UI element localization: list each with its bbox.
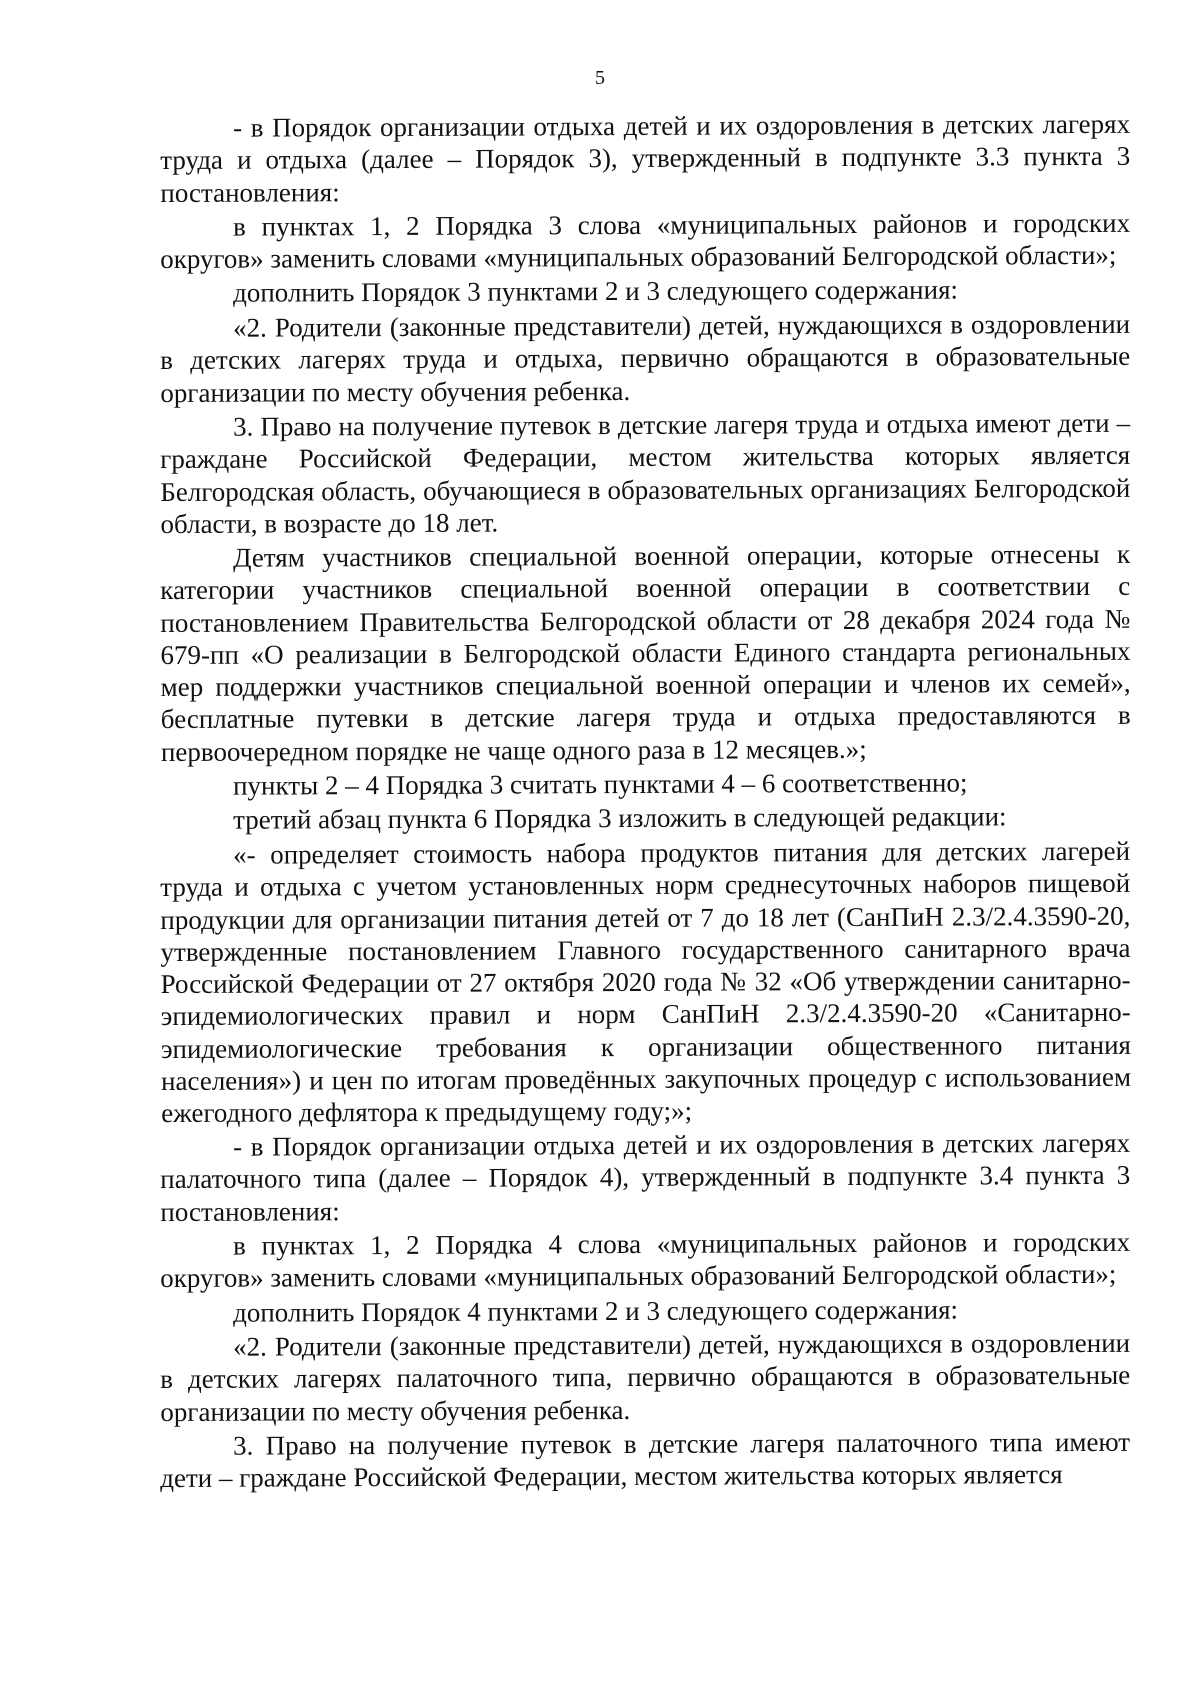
page-number: 5 [595, 67, 605, 89]
paragraph-order-3-renumber: пункты 2 – 4 Порядка 3 считать пунктами 4 – 6 соответственно; [233, 767, 968, 801]
paragraph-order-4-item-2: «2. Родители (законные представители) детей, нуждающихся в оздоровлении в детских лагерях палаточного типа, первично обращаются в образовательные организации по месту обучения ребенка. [160, 1327, 1131, 1427]
paragraph-order-3-item-2: «2. Родители (законные представители) детей, нуждающихся в оздоровлении в детских лагерях труда и отдыха, первично обращаются в образовательные организации по месту обучения ребенка. [160, 308, 1131, 408]
document-body [160, 108, 1132, 1496]
paragraph-order-4-intro: - в Порядок организации отдыха детей и их оздоровления в детских лагерях палаточного типа (далее – Порядок 4), утвержденный в подпункте 3.4 пункта 3 постановления: [160, 1127, 1131, 1227]
paragraph-order-3-cost-definition: «- определяет стоимость набора продуктов питания для детских лагерей труда и отдыха с учетом установленных норм среднесуточных наборов пищевой продукции для организации питания детей от 7 до 18 лет (СанПиН 2.3/2.4.3590-20, утвержденные постановлением Главного государственного санитарного врача Российской Федерации от 27 октября 2020 года № 32 «Об утверждении санитарно-эпидемиологических правил и норм СанПиН 2.3/2.4.3590-20 «Санитарно-эпидемиологические требования к организации общественного питания населения») и цен по итогам проведённых закупочных процедур с использованием ежегодного дефлятора к предыдущему году;»; [160, 835, 1132, 1128]
paragraph-order-3-items-1-2: в пунктах 1, 2 Порядка 3 слова «муниципальных районов и городских округов» заменить словами «муниципальных образований Белгородской области»; [160, 207, 1131, 275]
paragraph-order-3-item-6-edit: третий абзац пункта 6 Порядка 3 изложить в следующей редакции: [233, 801, 1007, 835]
paragraph-order-3-intro: - в Порядок организации отдыха детей и их оздоровления в детских лагерях труда и отдыха (далее – Порядок 3), утвержденный в подпункте 3.3 пункта 3 постановления: [160, 108, 1131, 208]
paragraph-order-4-items-1-2: в пунктах 1, 2 Порядка 4 слова «муниципальных районов и городских округов» заменить словами «муниципальных образований Белгородской области»; [160, 1226, 1131, 1294]
paragraph-order-4-supplement: дополнить Порядок 4 пунктами 2 и 3 следующего содержания: [233, 1294, 959, 1328]
paragraph-order-3-svo-children: Детям участников специальной военной операции, которые отнесены к категории участников специальной военной операции в соответствии с постановлением Правительства Белгородской области от 28 декабря 2024 года № 679-пп «О реализации в Белгородской области Единого стандарта региональных мер поддержки участников специальной военной операции и членов их семей», бесплатные путевки в детские лагеря труда и отдыха предоставляются в первоочередном порядке не чаще одного раза в 12 месяцев.»; [160, 538, 1131, 767]
paragraph-order-3-supplement: дополнить Порядок 3 пунктами 2 и 3 следующего содержания: [233, 275, 959, 309]
paragraph-order-3-item-3: 3. Право на получение путевок в детские лагеря труда и отдыха имеют дети – граждане Российской Федерации, местом жительства которых является Белгородская область, обучающиеся в образовательных организациях Белгородской области, в возрасте до 18 лет. [160, 407, 1131, 539]
paragraph-order-4-item-3: 3. Право на получение путевок в детские лагеря палаточного типа имеют дети – граждане Российской Федерации, местом жительства которых является [160, 1426, 1131, 1494]
